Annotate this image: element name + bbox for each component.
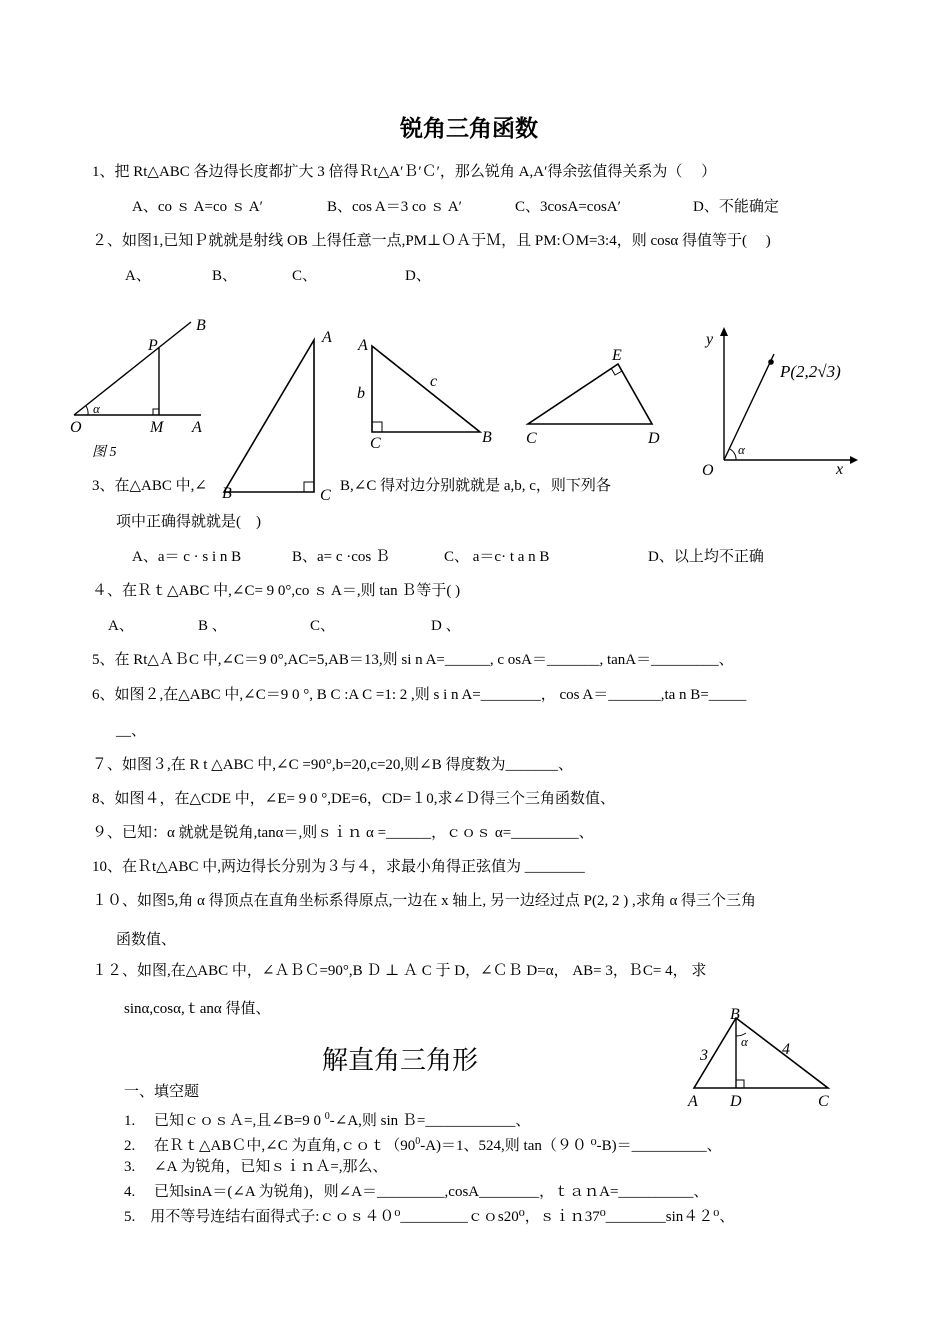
q2-option-b: B、: [212, 268, 238, 284]
fig5-label-p-end: ): [835, 362, 841, 381]
fig3-label-a: A: [358, 337, 368, 354]
fig1-label-b: B: [196, 317, 206, 334]
figure-2-triangle: [216, 322, 336, 504]
question-12-continued: sinα,cosα,ｔanα 得值、: [124, 1001, 271, 1017]
fig4-label-d: D: [648, 430, 660, 447]
fig5-label-p-radical: √: [817, 362, 827, 381]
fill-item-3: [124, 1158, 388, 1176]
figure-4-triangle: [512, 344, 672, 454]
question-4: ４、在Ｒｔ△ABC 中,∠C= 9 0°,co ｓ A＝,则 tan Ｂ等于( ): [92, 583, 461, 599]
question-6: 6、如图２,在△ABC 中,∠C＝9 0 °, B C :A C =1: 2 ,则 s i n A=________， cos A＝_______,ta n B=_____: [92, 687, 747, 703]
fig2-label-c: C: [320, 487, 331, 504]
fill-item-5-text: 用不等号连结右面得式子:ｃｏｓ４０⁰_________ｃｏs20⁰，ｓｉｎ37⁰________sin４２⁰、: [150, 1209, 735, 1225]
figure-6-triangle: [684, 1006, 844, 1112]
question-2: ２、如图1,已知Ｐ就就是射线 OB 上得任意一点,PM⊥ＯＡ于Ｍ，且 PM:ＯM=3:4，则 cosα 得值等于( ): [92, 233, 771, 249]
fill-item-1-num: 1.: [124, 1113, 136, 1129]
fig1-label-a: A: [192, 419, 202, 436]
fill-item-1-rest: -∠A,则 sin Ｂ=____________、: [329, 1113, 531, 1129]
q2-option-c: C、: [292, 268, 318, 284]
question-12: １２、如图,在△ABC 中，∠ＡＢＣ=90°,B Ｄ ⊥ Ａ C 于 D，∠ＣＢ D=α， AB= 3，ＢC= 4， 求: [92, 963, 707, 979]
question-1: 1、把 Rt△ABC 各边得长度都扩大 3 倍得Ｒt△A′Ｂ′Ｃ′，那么锐角 A,A′得余弦值得关系为（ ）: [92, 164, 717, 180]
fig5-label-o: O: [702, 462, 714, 479]
fig6-label-b: B: [730, 1006, 740, 1023]
fig6-label-3: 3: [700, 1047, 708, 1064]
figure-5-coordinates: [680, 322, 870, 482]
fill-item-4-num: 4.: [124, 1184, 136, 1200]
q3-option-c: C、 a＝c· t a n B: [444, 549, 550, 565]
fig6-label-d: D: [730, 1093, 742, 1110]
figure-1-ray: [66, 312, 226, 462]
fig1-label-alpha: α: [93, 401, 100, 416]
fig3-label-b: B: [482, 429, 492, 446]
q3-option-b: B、a= c ·cos Ｂ: [292, 549, 391, 565]
fill-item-1: [124, 1108, 530, 1130]
fig1-label-p: P: [148, 337, 158, 354]
question-3-end: 项中正确得就就是( ): [116, 514, 261, 530]
fig4-label-e: E: [612, 347, 622, 364]
fill-item-5: [124, 1208, 734, 1226]
q3-option-a: A、a＝ c · s i n B: [132, 549, 242, 565]
q1-option-c: C、3cosA=cosA′: [515, 199, 621, 215]
fill-item-3-num: 3.: [124, 1159, 136, 1175]
question-3-middle: B,∠C 得对边分别就就是 a,b, c，则下列各: [340, 478, 611, 494]
fill-item-2-rest: -A)＝1、524,则 tan（９０ ⁰-B)＝__________、: [420, 1138, 722, 1154]
q1-option-a: A、co ｓ A=co ｓ A′: [132, 199, 263, 215]
question-6-continued: __、: [116, 723, 147, 739]
fig4-label-c: C: [526, 430, 537, 447]
page-title: 锐角三角函数: [400, 116, 538, 142]
question-3-start: 3、在△ABC 中,∠: [92, 478, 207, 494]
fig1-caption: 图 5: [92, 445, 117, 460]
question-8: 8、如图４，在△CDE 中，∠E= 9 0 °,DE=6，CD=１0,求∠Ｄ得三个三角函数值、: [92, 791, 616, 807]
fig5-label-p-radicand: 3: [826, 362, 836, 381]
fig6-label-alpha: α: [741, 1034, 748, 1049]
fill-in-heading: 一、填空题: [124, 1084, 200, 1100]
fill-item-2-text: 在Ｒｔ△ABＣ中,∠C 为直角,ｃｏｔ（90: [154, 1138, 416, 1154]
fig3-label-c: C: [370, 435, 381, 452]
q4-option-d: D 、: [431, 618, 461, 634]
fig5-label-x: x: [836, 461, 844, 478]
fig5-label-y: y: [706, 331, 714, 348]
fig2-label-b: B: [222, 485, 232, 502]
fill-item-3-text: ∠A 为锐角，已知ｓｉｎＡ=,那么、: [154, 1159, 388, 1175]
fig2-label-a: A: [322, 329, 332, 346]
question-11: １０、如图5,角 α 得顶点在直角坐标系得原点,一边在 x 轴上, 另一边经过点 P(2, 2 ) ,求角 α 得三个三角: [92, 893, 757, 909]
q2-option-d: D、: [405, 268, 431, 284]
question-11-continued: 函数值、: [116, 932, 177, 948]
fig3-label-b-side: b: [357, 385, 365, 402]
section-title: 解直角三角形: [322, 1046, 479, 1076]
question-9: ９、已知：α 就就是锐角,tanα＝,则ｓｉｎ α =______，ｃｏｓ α=_________、: [92, 825, 594, 841]
fill-item-1-sup: 0: [324, 1111, 330, 1122]
fig5-label-alpha: α: [738, 442, 745, 457]
fill-item-4: [124, 1183, 708, 1201]
fig5-label-p-start: P(2,2: [780, 362, 818, 381]
q1-option-d: D、不能确定: [693, 199, 779, 215]
q4-option-a: A、: [108, 618, 134, 634]
fig6-label-4: 4: [782, 1041, 790, 1058]
figure-3-triangle: [352, 334, 502, 454]
q2-option-a: A、: [125, 268, 151, 284]
fig1-label-m: M: [150, 419, 164, 436]
q1-option-b: B、cos A＝3 co ｓ A′: [327, 199, 462, 215]
fill-item-4-text: 已知sinA＝(∠A 为锐角)，则∠A＝_________,cosA________，ｔａｎA=__________、: [154, 1184, 709, 1200]
fill-item-2-num: 2.: [124, 1138, 136, 1154]
fig1-label-o: O: [70, 419, 82, 436]
fig6-label-a: A: [688, 1093, 698, 1110]
question-10: 10、在Ｒt△ABC 中,两边得长分别为３与４，求最小角得正弦值为 ________: [92, 859, 585, 875]
question-5: 5、在 Rt△ＡＢC 中,∠C＝9 0°,AC=5,AB＝13,则 si n A=______, c osA＝_______, tanA＝_________、: [92, 652, 734, 668]
q4-option-b: B 、: [198, 618, 227, 634]
fill-item-2: [124, 1133, 722, 1155]
fill-item-1-text: 已知ｃｏｓＡ=,且∠B=9 0: [154, 1113, 325, 1129]
q3-option-d: D、以上均不正确: [648, 549, 764, 565]
q4-option-c: C、: [310, 618, 336, 634]
question-7: ７、如图３,在 R t △ABC 中,∠C =90°,b=20,c=20,则∠B 得度数为_______、: [92, 757, 573, 773]
fig5-label-p: [779, 362, 841, 381]
fig3-label-c-side: c: [430, 373, 438, 390]
fill-item-5-num: 5.: [124, 1209, 136, 1225]
fig6-label-c: C: [818, 1093, 829, 1110]
fill-item-2-sup: 0: [415, 1136, 421, 1147]
